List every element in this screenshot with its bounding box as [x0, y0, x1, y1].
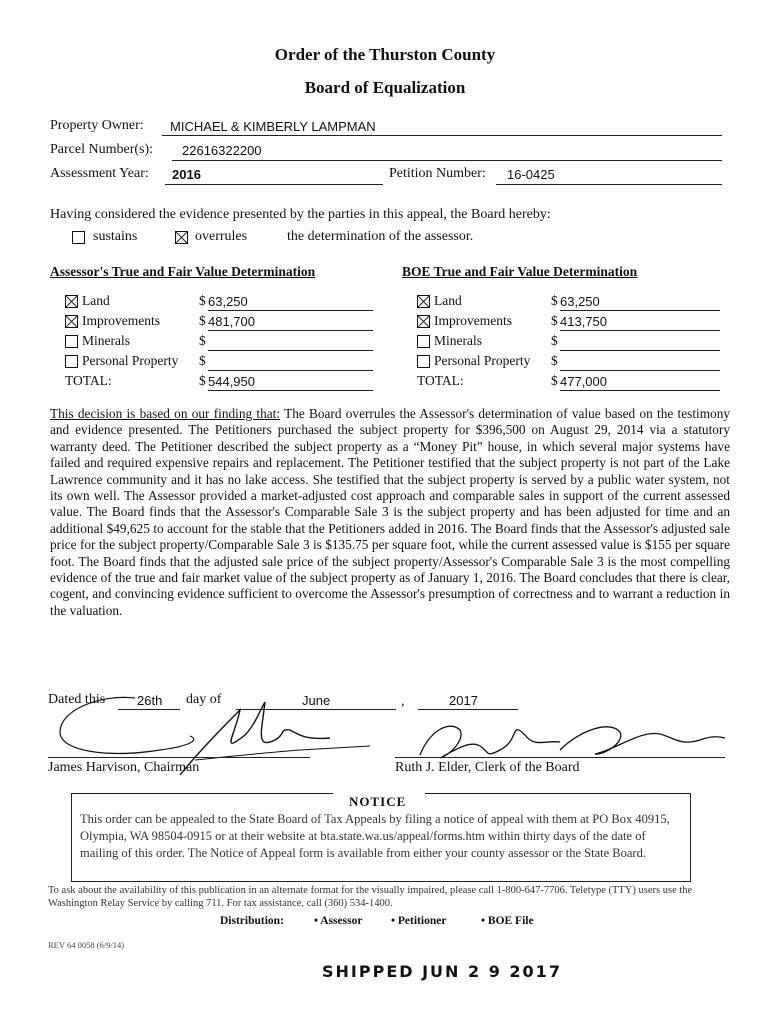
boe-total-label: TOTAL:: [417, 373, 464, 388]
parcel-line: [172, 160, 722, 161]
boe-land-amount: 63,250: [560, 294, 600, 309]
assessment-year-value: 2016: [172, 167, 201, 182]
boe-land-checkbox[interactable]: [417, 295, 430, 308]
shipped-stamp: SHIPPED JUN 2 9 2017: [322, 962, 562, 981]
having-considered-text: Having considered the evidence presented by the parties in this appeal, the Board hereby:: [50, 207, 551, 222]
boe-amount-line: [560, 310, 720, 311]
distribution-assessor: • Assessor: [314, 915, 363, 927]
accessibility-text: To ask about the availability of this publication in an alternate format for the visually impaired, please call 1-800-647-7706. Teletype (TTY) users use the Washington Relay Service by calling 711. For tax assistance, call (360) 534-1400.: [48, 885, 693, 909]
assessor-personal-property-label: Personal Property: [82, 353, 179, 368]
distribution-petitioner: • Petitioner: [391, 915, 447, 927]
overrules-checkbox[interactable]: [175, 231, 188, 244]
boe-dollar-sign: $: [551, 313, 558, 328]
boe-heading: BOE True and Fair Value Determination: [402, 264, 638, 279]
boe-amount-line: [560, 350, 720, 351]
boe-improvements-checkbox[interactable]: [417, 315, 430, 328]
boe-land-label: Land: [434, 293, 462, 308]
parcel-label: Parcel Number(s):: [50, 142, 154, 157]
boe-personal-property-checkbox[interactable]: [417, 355, 430, 368]
boe-dollar-sign: $: [551, 333, 558, 348]
notice-text: This order can be appealed to the State Board of Tax Appeals by filing a notice of appeal with them at PO Box 40915, Olympia, WA 98504-0915 or at their website at bta.state.wa.us/appeal/forms.htm within thirty days of the date of mailing of this order. The Notice of Appeal form is available from either your county assessor or the State Board.: [80, 812, 670, 860]
assessor-amount-line: [208, 330, 373, 331]
distribution-label: Distribution:: [220, 915, 284, 927]
assessment-year-line: [165, 184, 383, 185]
property-owner-label: Property Owner:: [50, 118, 144, 133]
boe-personal-property-label: Personal Property: [434, 353, 531, 368]
sustains-checkbox[interactable]: [72, 231, 85, 244]
assessor-improvements-checkbox[interactable]: [65, 315, 78, 328]
boe-total-dollar-sign: $: [551, 373, 558, 388]
boe-amount-line: [560, 370, 720, 371]
chairman-signature-line: [48, 757, 310, 758]
assessor-dollar-sign: $: [199, 353, 206, 368]
assessor-minerals-checkbox[interactable]: [65, 335, 78, 348]
finding-lead: This decision is based on our finding that:: [50, 406, 281, 421]
dated-prefix: Dated this: [48, 692, 106, 707]
property-owner-value: MICHAEL & KIMBERLY LAMPMAN: [170, 119, 376, 134]
overrules-label: overrules: [195, 229, 248, 244]
page-title: Order of the Thurston County: [274, 45, 496, 64]
revision-code: REV 64 0058 (6/9/14): [48, 940, 125, 950]
clerk-name: Ruth J. Elder, Clerk of the Board: [395, 760, 580, 775]
assessor-total-value: 544,950: [208, 374, 255, 389]
distribution-boe-file: • BOE File: [481, 915, 534, 927]
finding-paragraph: [50, 406, 730, 619]
dated-year: 2017: [449, 693, 478, 708]
chairman-name: James Harvison, Chairman: [48, 760, 200, 775]
boe-dollar-sign: $: [551, 353, 558, 368]
petition-number-line: [496, 184, 722, 185]
assessor-personal-property-checkbox[interactable]: [65, 355, 78, 368]
assessor-heading: Assessor's True and Fair Value Determination: [50, 264, 316, 279]
notice-title: NOTICE: [349, 794, 407, 809]
assessor-dollar-sign: $: [199, 313, 206, 328]
decision-suffix: the determination of the assessor.: [287, 229, 474, 244]
assessor-minerals-label: Minerals: [82, 333, 130, 348]
boe-total-line: [560, 390, 720, 391]
boe-minerals-checkbox[interactable]: [417, 335, 430, 348]
assessor-land-amount: 63,250: [208, 294, 248, 309]
sustains-label: sustains: [93, 229, 138, 244]
assessment-year-label: Assessment Year:: [50, 166, 149, 181]
boe-improvements-label: Improvements: [434, 313, 512, 328]
dated-day-of: day of: [186, 692, 222, 707]
assessor-amount-line: [208, 310, 373, 311]
assessor-improvements-amount: 481,700: [208, 314, 255, 329]
assessor-amount-line: [208, 370, 373, 371]
boe-minerals-label: Minerals: [434, 333, 482, 348]
assessor-total-dollar-sign: $: [199, 373, 206, 388]
parcel-value: 22616322200: [182, 143, 262, 158]
assessor-dollar-sign: $: [199, 333, 206, 348]
assessor-total-line: [208, 390, 373, 391]
assessor-amount-line: [208, 350, 373, 351]
page-subtitle: Board of Equalization: [304, 78, 466, 97]
assessor-total-label: TOTAL:: [65, 373, 112, 388]
property-owner-line: [162, 135, 722, 136]
dated-day: 26th: [137, 693, 163, 708]
boe-dollar-sign: $: [551, 293, 558, 308]
assessor-dollar-sign: $: [199, 293, 206, 308]
petition-number-value: 16-0425: [507, 167, 555, 182]
boe-improvements-amount: 413,750: [560, 314, 607, 329]
assessor-land-checkbox[interactable]: [65, 295, 78, 308]
clerk-signature-line: [395, 757, 725, 758]
assessor-improvements-label: Improvements: [82, 313, 160, 328]
boe-total-value: 477,000: [560, 374, 607, 389]
finding-text: The Board overrules the Assessor's determination of value based on the testimony and evidence presented. The Petitioners purchased the subject property for $396,500 on August 29, 2014 via a statutory warranty deed. The Petitioner described the subject property as a “Money Pit” house, in which several major systems have failed and required expensive repairs and replacement. The Petitioner testified that the subject property is not part of the Lake Lawrence community and it has no lake access. She testified that the subject property is served by a public water system, not its own well. The Assessor provided a market-adjusted cost approach and comparable sales in support of the current assessed value. The Board finds that the Assessor's Comparable Sale 3 is the subject property and has been adjusted for time and an additional $49,625 to account for the stable that the Petitioners added in 2016. The Board finds that the Assessor's adjusted sale price for the subject property/Comparable Sale 3 is $135.75 per square foot, while the current assessed value is $155 per square foot. The Board finds that the adjusted sale price of the subject property/Assessor's Comparable Sale 3 is the most compelling evidence of the true and fair market value of the subject property as of January 1, 2016. The Board concludes that there is clear, cogent, and convincing evidence sufficient to overcome the Assessor's presumption of correctness and to warrant a reduction in the valuation.: [50, 406, 731, 618]
dated-month: June: [302, 693, 331, 708]
dated-comma: ,: [401, 694, 405, 709]
petition-number-label: Petition Number:: [389, 166, 486, 181]
boe-amount-line: [560, 330, 720, 331]
assessor-land-label: Land: [82, 293, 110, 308]
